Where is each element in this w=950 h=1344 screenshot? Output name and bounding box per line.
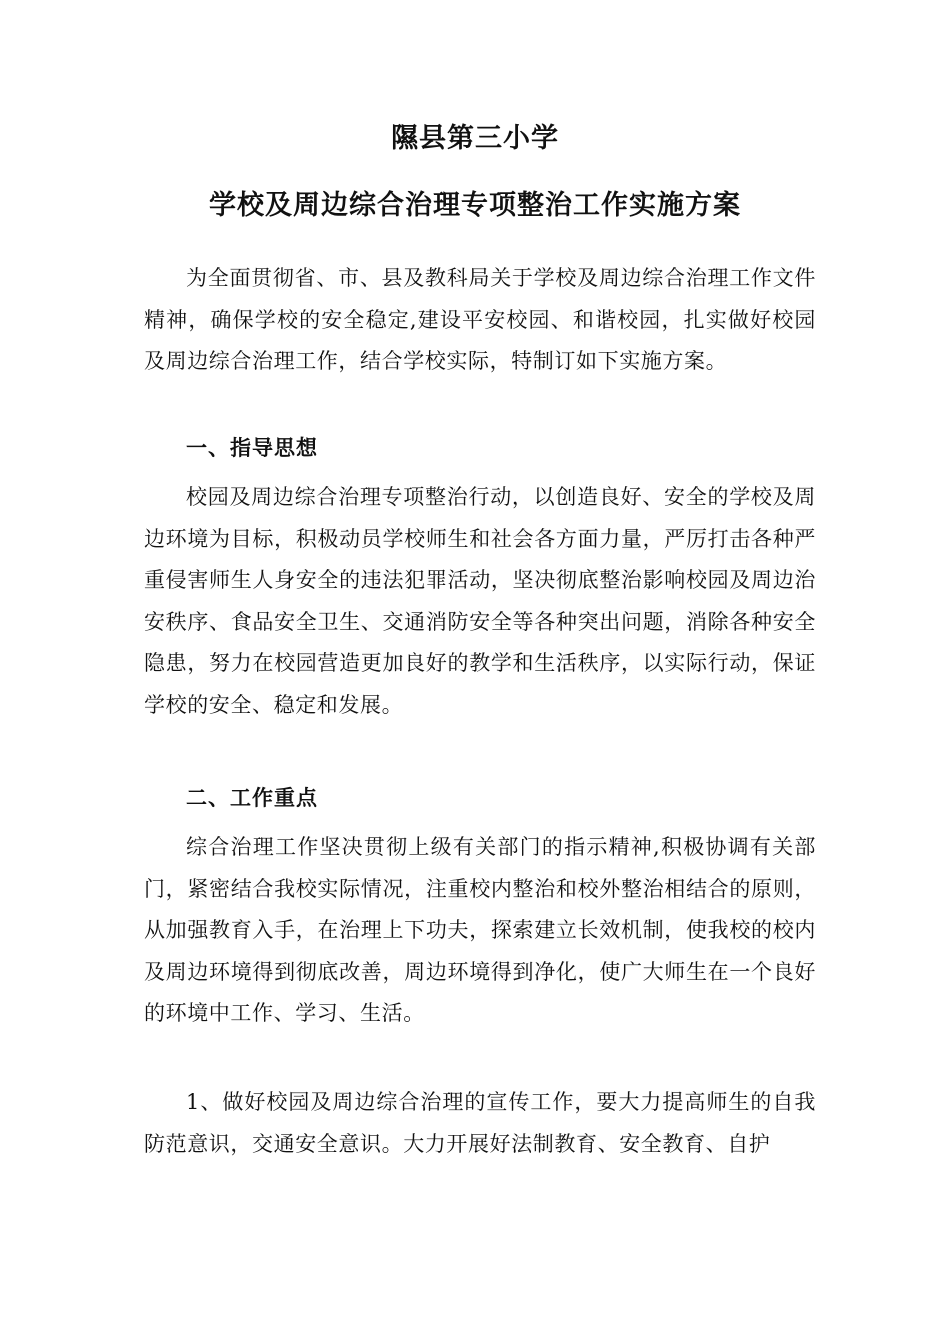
work-focus-item-1: 1、做好校园及周边综合治理的宣传工作，要大力提高师生的自我防范意识，交通安全意识。大力开展好法制教育、安全教育、自护 (144, 1090, 816, 1156)
intro-paragraph: 为全面贯彻省、市、县及教科局关于学校及周边综合治理工作文件精神，确保学校的安全稳定,建设平安校园、和谐校园，扎实做好校园及周边综合治理工作，结合学校实际，特制订如下实施方案。 (144, 266, 816, 373)
document-title-plan: 学校及周边综合治理专项整治工作实施方案 (209, 190, 741, 221)
guiding-ideology-paragraph: 校园及周边综合治理专项整治行动，以创造良好、安全的学校及周边环境为目标，积极动员学校师生和社会各方面力量，严厉打击各种严重侵害师生人身安全的违法犯罪活动，坚决彻底整治影响校园及周边治安秩序、食品安全卫生、交通消防安全等各种突出问题，消除各种安全隐患，努力在校园营造更加良好的教学和生活秩序，以实际行动，保证学校的安全、稳定和发展。 (144, 485, 816, 717)
document-title-school: 隰县第三小学 (391, 123, 559, 154)
section-heading-work-focus: 二、工作重点 (186, 785, 318, 810)
work-focus-paragraph: 综合治理工作坚决贯彻上级有关部门的指示精神,积极协调有关部门，紧密结合我校实际情况，注重校内整治和校外整治相结合的原则，从加强教育入手，在治理上下功夫，探索建立长效机制，使我校的校内及周边环境得到彻底改善，周边环境得到净化，使广大师生在一个良好的环境中工作、学习、生活。 (144, 835, 816, 1025)
section-heading-guiding-ideology: 一、指导思想 (186, 435, 318, 460)
